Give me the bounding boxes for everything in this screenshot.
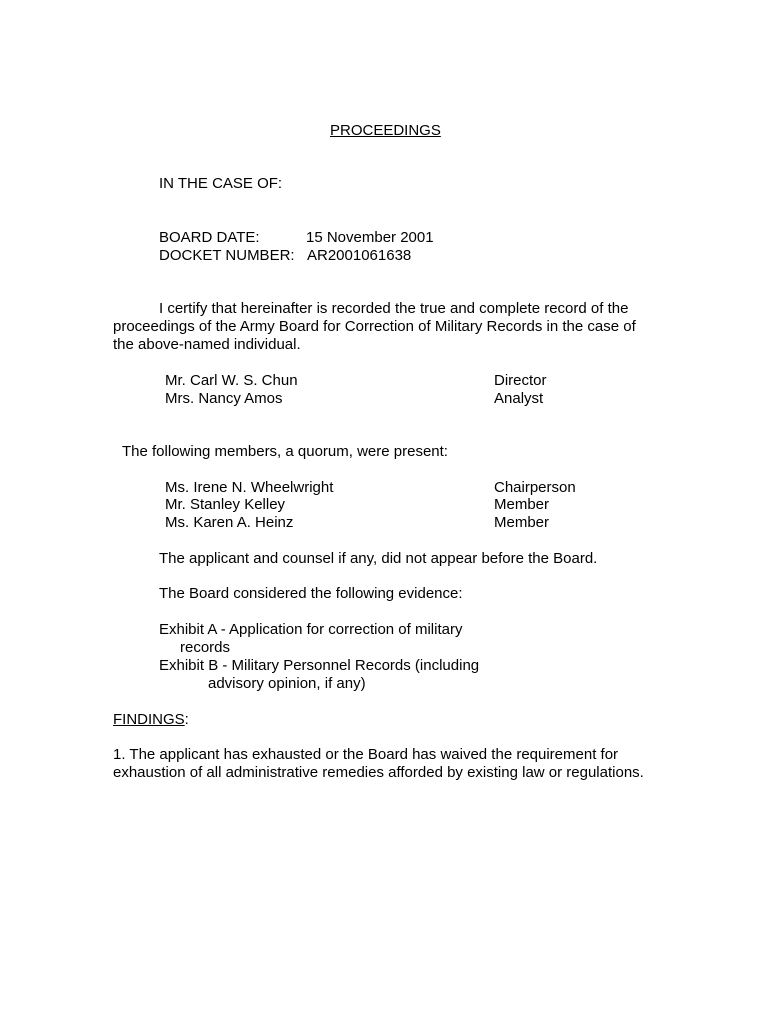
exhibit-a-line-1: Exhibit A - Application for correction of military xyxy=(159,621,463,638)
appearance-text: The applicant and counsel if any, did not appear before the Board. xyxy=(159,550,598,567)
exhibit-a-line-2: records xyxy=(180,639,231,656)
board-date-label: BOARD DATE: xyxy=(159,229,260,246)
exhibit-b-line-2: advisory opinion, if any) xyxy=(208,675,366,692)
certify-line-2: proceedings of the Army Board for Correction of Military Records in the case of xyxy=(113,318,636,335)
certify-line-3: the above-named individual. xyxy=(113,336,301,353)
findings-label: FINDINGS xyxy=(113,711,185,728)
findings-heading xyxy=(113,711,189,729)
member-name-1: Ms. Irene N. Wheelwright xyxy=(165,479,334,496)
staff-name-2: Mrs. Nancy Amos xyxy=(165,390,283,407)
findings-colon: : xyxy=(184,711,189,728)
exhibit-b-line-1: Exhibit B - Military Personnel Records (including xyxy=(159,657,480,674)
board-date-value: 15 November 2001 xyxy=(306,229,434,246)
certify-line-1: I certify that hereinafter is recorded the true and complete record of the xyxy=(159,300,629,317)
findings-item-1-line-1: 1. The applicant has exhausted or the Board has waived the requirement for xyxy=(113,746,619,763)
evidence-intro: The Board considered the following evidence: xyxy=(159,585,463,602)
staff-role-1: Director xyxy=(494,372,547,389)
staff-name-1: Mr. Carl W. S. Chun xyxy=(165,372,298,389)
docket-number-label: DOCKET NUMBER: xyxy=(159,247,295,264)
member-name-2: Mr. Stanley Kelley xyxy=(165,496,286,513)
staff-role-2: Analyst xyxy=(494,390,544,407)
member-role-2: Member xyxy=(494,496,550,513)
case-label: IN THE CASE OF: xyxy=(159,175,283,192)
member-role-1: Chairperson xyxy=(494,479,576,496)
member-role-3: Member xyxy=(494,514,550,531)
page-title: PROCEEDINGS xyxy=(330,122,441,139)
docket-number-value: AR2001061638 xyxy=(307,247,412,264)
quorum-text: The following members, a quorum, were present: xyxy=(122,443,448,460)
member-name-3: Ms. Karen A. Heinz xyxy=(165,514,294,531)
findings-item-1-line-2: exhaustion of all administrative remedies afforded by existing law or regulations. xyxy=(113,764,644,781)
